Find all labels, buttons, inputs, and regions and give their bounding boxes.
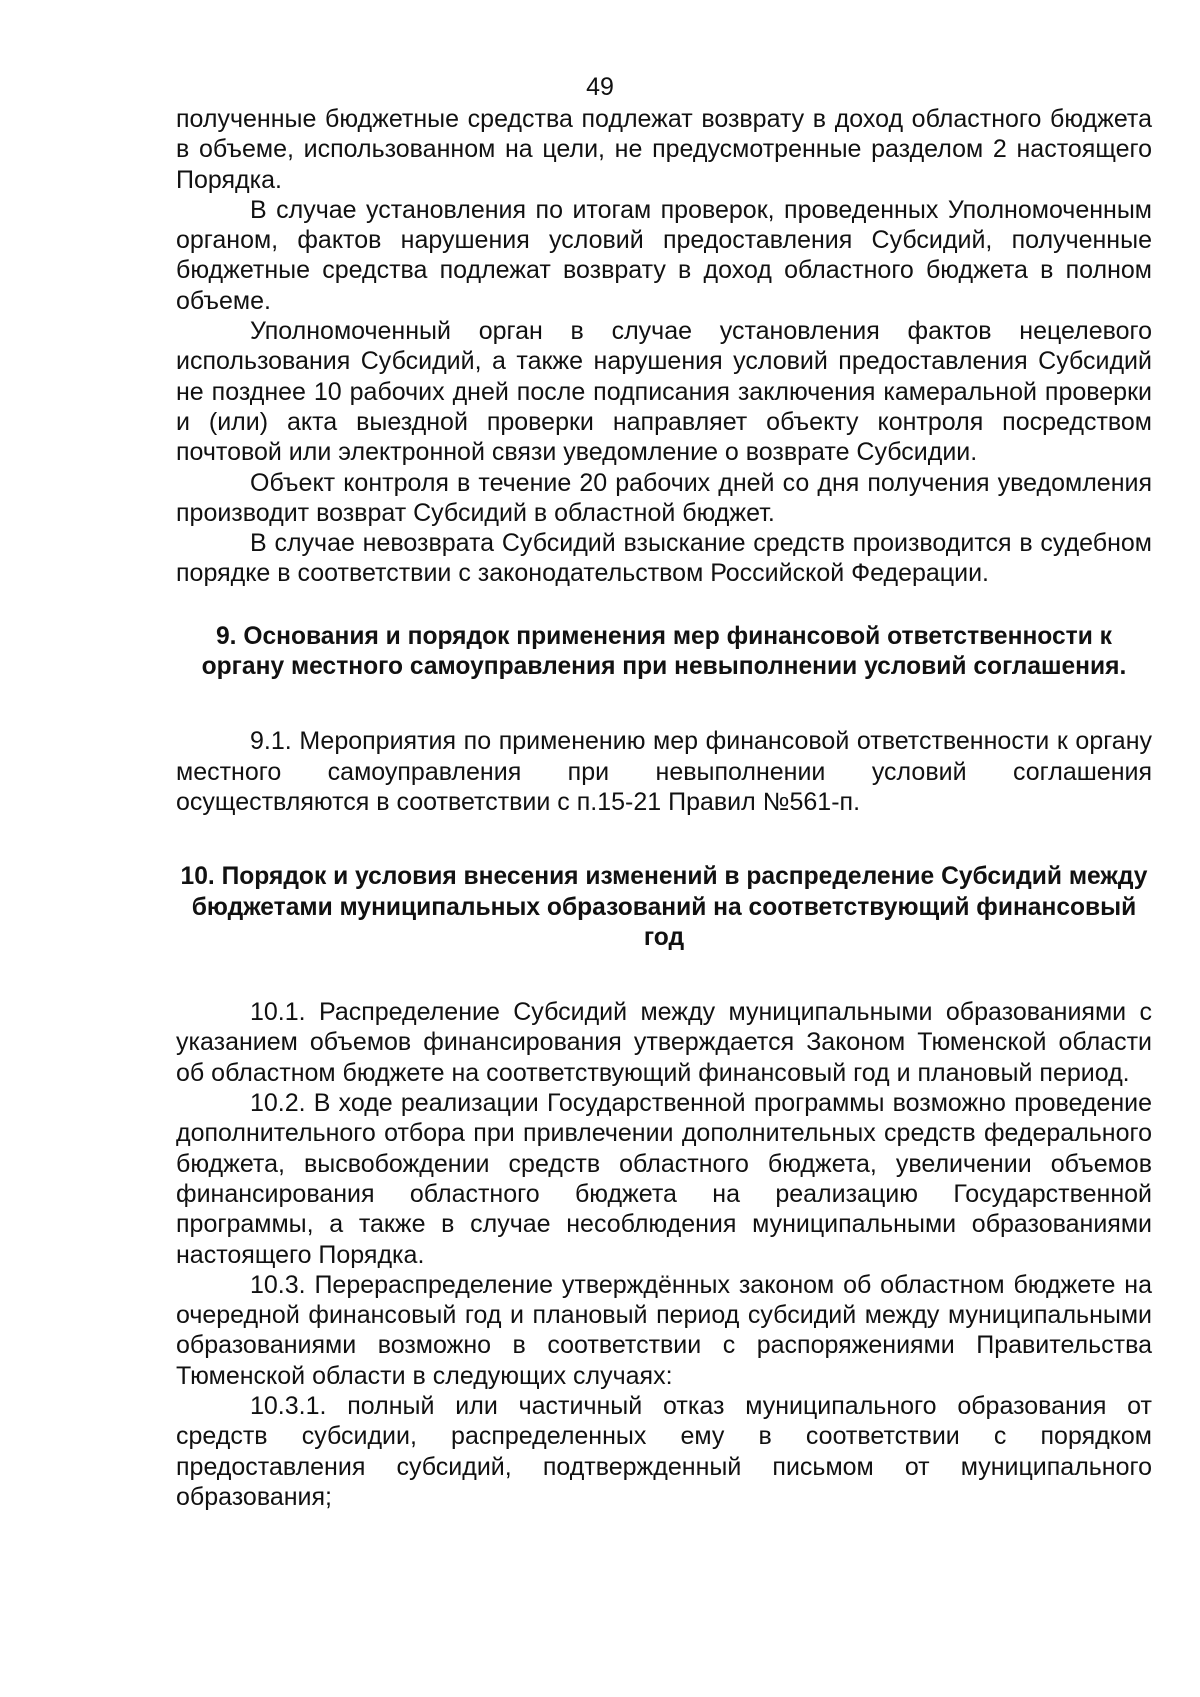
paragraph-10-1: 10.1. Распределение Субсидий между муниципальными образованиями с указанием объемов финансирования утверждается Законом Тюменской области об областном бюджете на соответствующий финансовый год и плановый период.	[176, 998, 1152, 1087]
paragraph: В случае установления по итогам проверок, проведенных Уполномоченным органом, фактов нарушения условий предоставления Субсидий, полученные бюджетные средства подлежат возврату в доход областного бюджета в полном объеме.	[176, 195, 1152, 315]
section-10-heading: 10. Порядок и условия внесения изменений в распределение Субсидий между бюджетами муниципальных образований на соответствующий финансовый год	[180, 863, 1148, 951]
document-body	[176, 104, 1152, 1512]
paragraph-10-2: 10.2. В ходе реализации Государственной программы возможно проведение дополнительного отбора при привлечении дополнительных средств федерального бюджета, высвобождении средств областного бюджета, увеличении объемов финансирования областного бюджета на реализацию Государственной программы, а также в случае несоблюдения муниципальными образованиями настоящего Порядка.	[176, 1089, 1152, 1269]
paragraph: полученные бюджетные средства подлежат возврату в доход областного бюджета в объеме, использованном на цели, не предусмотренные разделом 2 настоящего Порядка.	[176, 105, 1152, 194]
section-9-heading: 9. Основания и порядок применения мер финансовой ответственности к органу местного самоуправления при невыполнении условий соглашения.	[201, 622, 1127, 681]
paragraph: Уполномоченный орган в случае установления фактов нецелевого использования Субсидий, а также нарушения условий предоставления Субсидий не позднее 10 рабочих дней после подписания заключения камеральной проверки и (или) акта выездной проверки направляет объекту контроля посредством почтовой или электронной связи уведомление о возврате Субсидии.	[176, 317, 1152, 467]
paragraph: В случае невозврата Субсидий взыскание средств производится в судебном порядке в соответствии с законодательством Российской Федерации.	[176, 529, 1152, 588]
paragraph-10-3-1: 10.3.1. полный или частичный отказ муниципального образования от средств субсидии, распределенных ему в соответствии с порядком предоставления субсидий, подтвержденный письмом от муниципального образования;	[176, 1391, 1152, 1511]
page-number: 49	[586, 73, 614, 101]
paragraph-9-1: 9.1. Мероприятия по применению мер финансовой ответственности к органу местного самоуправления при невыполнении условий соглашения осуществляются в соответствии с п.15-21 Правил №561-п.	[176, 727, 1152, 816]
paragraph-10-3: 10.3. Перераспределение утверждённых законом об областном бюджете на очередной финансовый год и плановый период субсидий между муниципальными образованиями возможно в соответствии с распоряжениями Правительства Тюменской области в следующих случаях:	[176, 1270, 1152, 1390]
paragraph: Объект контроля в течение 20 рабочих дней со дня получения уведомления производит возврат Субсидий в областной бюджет.	[176, 468, 1152, 527]
